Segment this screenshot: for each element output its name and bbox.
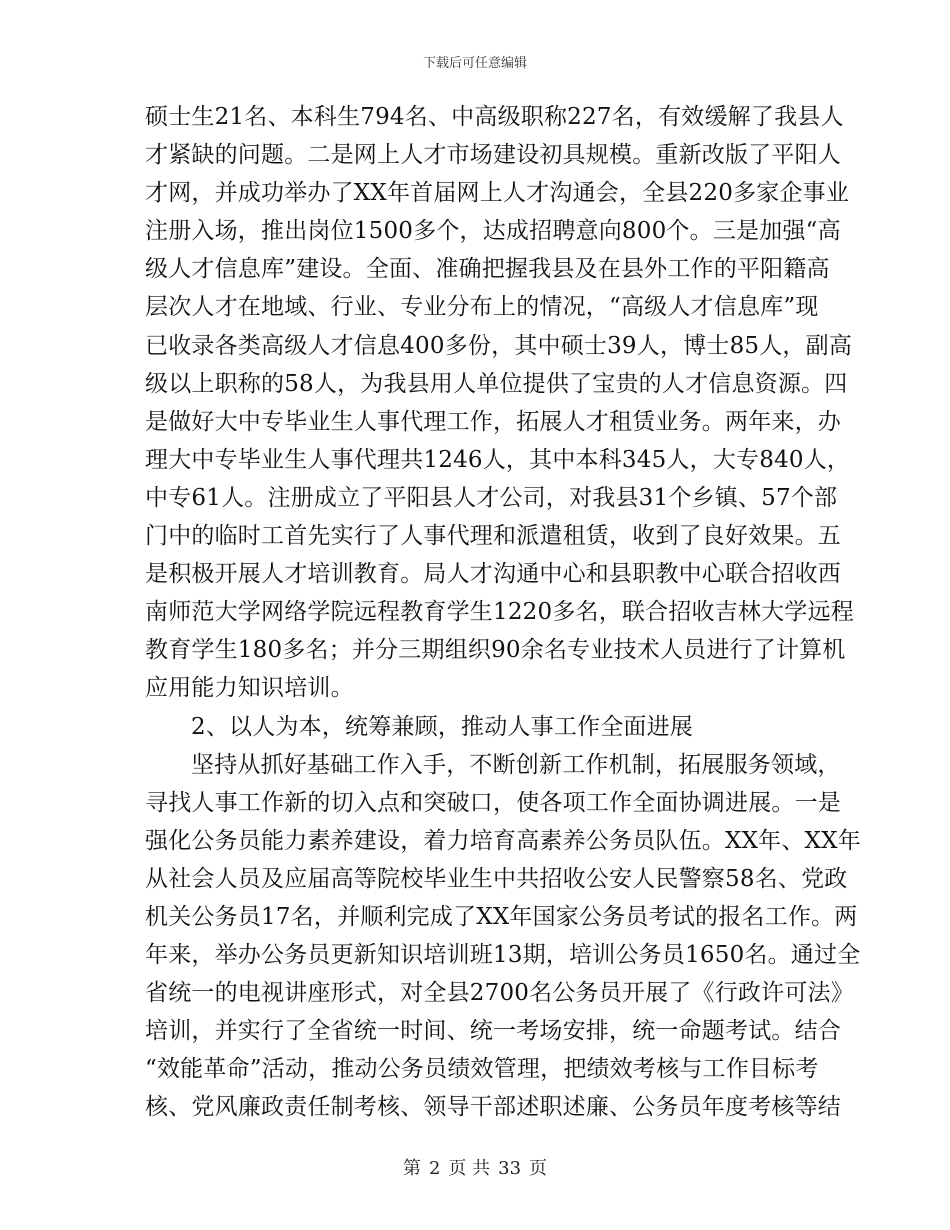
body-line: “效能革命”活动，推动公务员绩效管理，把绩效考核与工作目标考 — [145, 1056, 819, 1083]
body-line: 中专61人。注册成立了平阳县人才公司，对我县31个乡镇、57个部 — [145, 484, 838, 511]
body-line: 硕士生21名、本科生794名、中高级职称227名，有效缓解了我县人 — [145, 104, 844, 130]
body-line: 机关公务员17名，并顺利完成了XX年国家公务员考试的报名工作。两 — [145, 903, 858, 930]
body-line: 才网，并成功举办了XX年首届网上人才沟通会，全县220多家企事业 — [145, 180, 850, 207]
body-line: 坚持从抓好基础工作入手，不断创新工作机制，拓展服务领域， — [191, 751, 841, 778]
body-line: 年来，举办公务员更新知识培训班13期，培训公务员1650名。通过全 — [145, 942, 861, 969]
body-line: 教育学生180多名；并分三期组织90余名专业技术人员进行了计算机 — [145, 637, 846, 664]
footer-suffix: 页 — [529, 1158, 548, 1179]
body-line: 注册入场，推出岗位1500多个，达成招聘意向800个。三是加强“高 — [145, 218, 841, 245]
footer-middle: 页 共 — [448, 1158, 491, 1179]
page-number: 2 — [428, 1158, 441, 1179]
body-line: 才紧缺的问题。二是网上人才市场建设初具规模。重新改版了平阳人 — [145, 142, 841, 169]
body-line: 核、党风廉政责任制考核、领导干部述职述廉、公务员年度考核等结 — [145, 1094, 841, 1121]
body-line: 层次人才在地域、行业、专业分布上的情况，“高级人才信息库”现 — [145, 294, 819, 321]
body-line: 门中的临时工首先实行了人事代理和派遣租赁，收到了良好效果。五 — [145, 523, 841, 550]
footer-prefix: 第 — [402, 1158, 421, 1179]
body-line: 是积极开展人才培训教育。局人才沟通中心和县职教中心联合招收西 — [145, 561, 841, 588]
body-line: 级以上职称的58人，为我县用人单位提供了宝贵的人才信息资源。四 — [145, 370, 848, 397]
body-line: 级人才信息库”建设。全面、准确把握我县及在县外工作的平阳籍高 — [145, 256, 830, 283]
body-line: 是做好大中专毕业生人事代理工作，拓展人才租赁业务。两年来，办 — [145, 408, 841, 435]
body-line: 培训，并实行了全省统一时间、统一考场安排，统一命题考试。结合 — [145, 1018, 841, 1045]
body-line: 省统一的电视讲座形式，对全县2700名公务员开展了《行政许可法》 — [145, 980, 854, 1007]
body-line: 南师范大学网络学院远程教育学生1220多名，联合招收吉林大学远程 — [145, 599, 854, 626]
section-heading: 2、以人为本，统筹兼顾，推动人事工作全面进展 — [191, 713, 694, 740]
body-line: 寻找人事工作新的切入点和突破口，使各项工作全面协调进展。一是 — [145, 789, 841, 816]
document-body — [145, 98, 861, 1127]
page-header: 下载后可任意编辑 — [422, 56, 527, 71]
body-line: 强化公务员能力素养建设，着力培育高素养公务员队伍。XX年、XX年 — [145, 827, 861, 854]
body-line: 已收录各类高级人才信息400多份，其中硕士39人，博士85人，副高 — [145, 332, 853, 359]
body-line: 理大中专毕业生人事代理共1246人，其中本科345人，大专840人， — [145, 446, 851, 473]
page-footer — [0, 1154, 950, 1180]
page-total: 33 — [498, 1158, 522, 1179]
body-line: 从社会人员及应届高等院校毕业生中共招收公安人民警察58名、党政 — [145, 865, 848, 892]
body-line: 应用能力知识培训。 — [145, 675, 354, 702]
